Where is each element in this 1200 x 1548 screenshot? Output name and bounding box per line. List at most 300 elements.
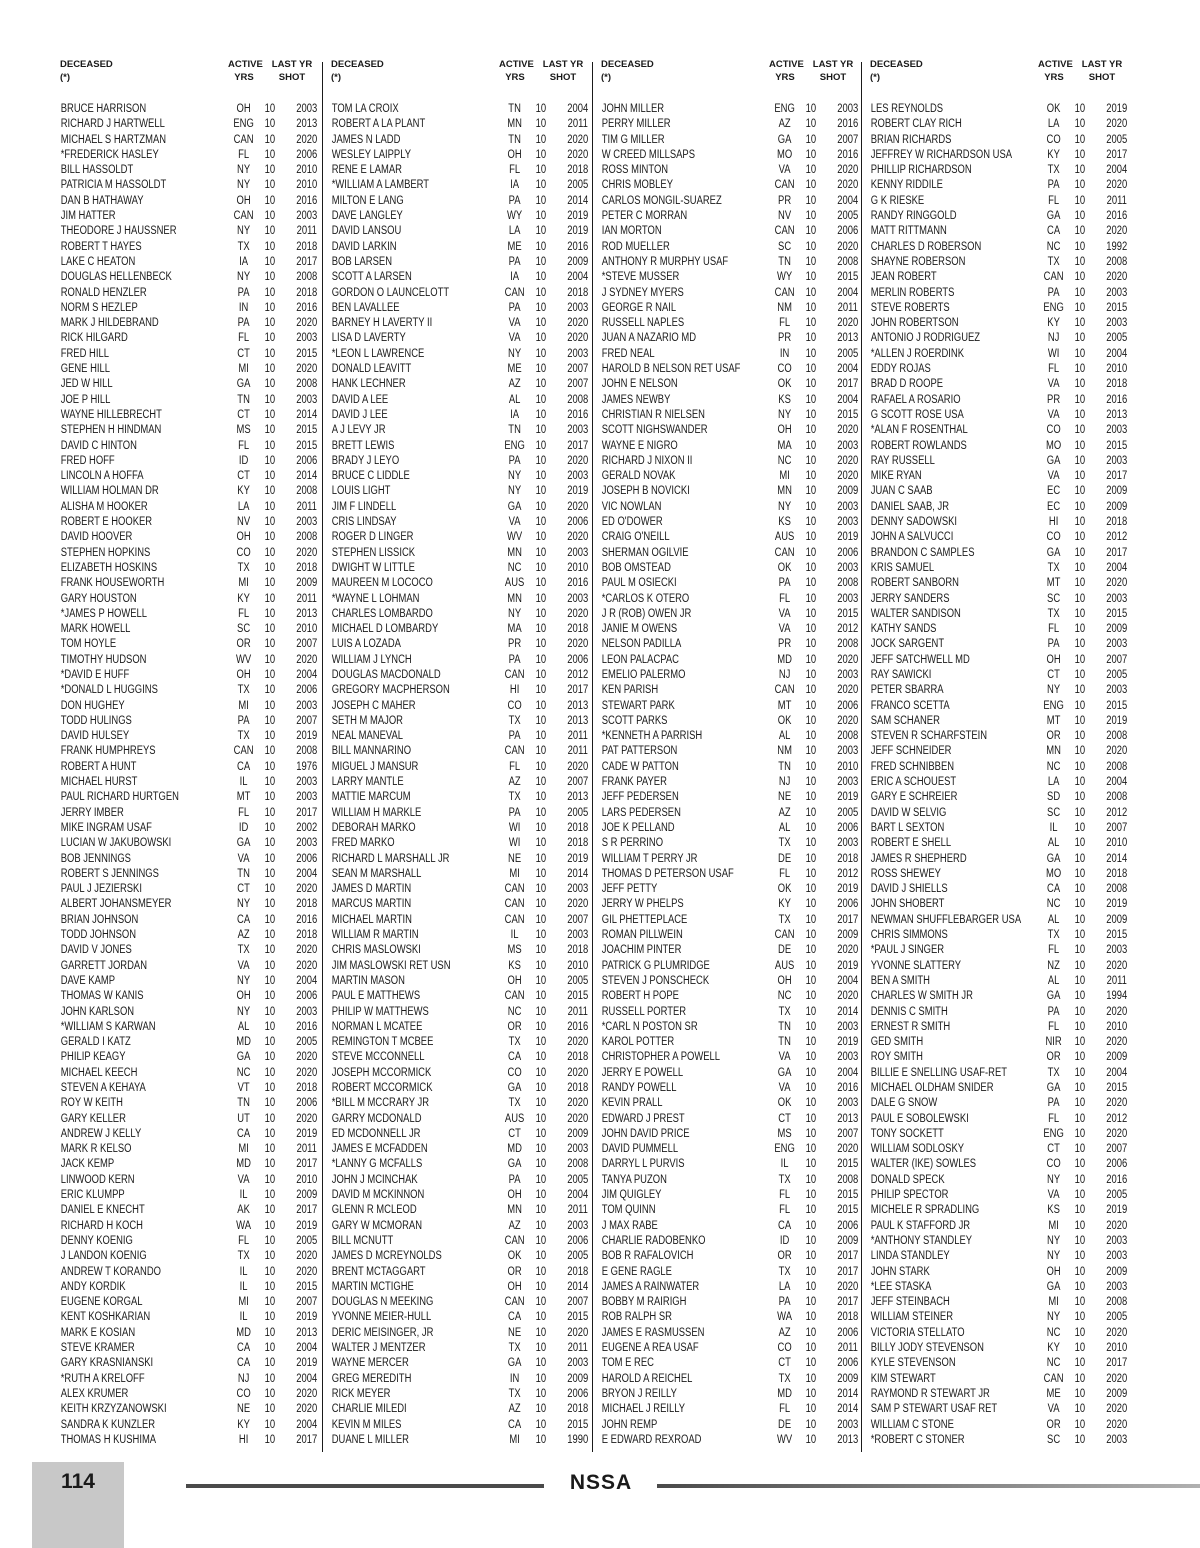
member-state: CT (237, 347, 250, 360)
roster-column (326, 58, 588, 1448)
table-row (596, 974, 858, 989)
member-state: NJ (778, 776, 791, 789)
member-name: DUANE L MILLER (331, 1433, 409, 1446)
header-deceased: DECEASED (*) (331, 59, 384, 83)
member-state: NY (778, 408, 792, 421)
member-name: STEPHEN LISSICK (331, 546, 416, 559)
member-state: PR (1047, 393, 1061, 406)
last-year-shot: 2019 (837, 531, 859, 544)
member-name: STEWART PARK (601, 699, 675, 712)
member-name: SCOTT A LARSEN (331, 271, 412, 284)
member-state: OH (236, 531, 251, 544)
active-years: 10 (1074, 821, 1086, 834)
member-state: SC (237, 623, 251, 636)
member-state: TN (508, 424, 521, 437)
table-row (596, 959, 858, 974)
member-name: MARK HOWELL (60, 623, 131, 636)
member-name: TIMOTHY HUDSON (60, 653, 147, 666)
member-name: ROGER D LINGER (331, 531, 414, 544)
active-years: 10 (1074, 592, 1086, 605)
last-year-shot: 2003 (567, 347, 589, 360)
last-year-shot: 2003 (837, 668, 859, 681)
member-state: OH (236, 194, 251, 207)
last-year-shot: 2020 (567, 1326, 589, 1339)
active-years: 10 (1074, 1265, 1086, 1278)
member-state: KY (1047, 1342, 1060, 1355)
last-year-shot: 2020 (567, 332, 589, 345)
member-name: BEN LAVALLEE (331, 301, 400, 314)
last-year-shot: 2014 (837, 1387, 859, 1400)
last-year-shot: 2004 (296, 974, 318, 987)
table-row (596, 102, 858, 117)
member-state: PA (508, 454, 521, 467)
member-name: DANIEL E KNECHT (60, 1204, 145, 1217)
member-state: OR (1046, 1418, 1061, 1431)
active-years: 10 (1074, 363, 1086, 376)
member-name: BRYON J REILLY (601, 1387, 677, 1400)
member-state: OK (777, 714, 792, 727)
table-row (865, 1112, 1127, 1127)
active-years: 10 (1074, 699, 1086, 712)
member-state: VA (778, 164, 791, 177)
member-state: CAN (774, 684, 795, 697)
member-name: SANDRA K KUNZLER (60, 1418, 156, 1431)
member-name: JOHN E NELSON (601, 378, 678, 391)
active-years: 10 (264, 1280, 276, 1293)
last-year-shot: 2019 (296, 1219, 318, 1232)
last-year-shot: 2004 (837, 194, 859, 207)
active-years: 10 (535, 1173, 547, 1186)
active-years: 10 (264, 990, 276, 1003)
last-year-shot: 2008 (1106, 883, 1128, 896)
member-name: LARS PEDERSEN (601, 806, 681, 819)
last-year-shot: 2007 (567, 913, 589, 926)
active-years: 10 (805, 103, 817, 115)
active-years: 10 (1074, 531, 1086, 544)
last-year-shot: 2020 (567, 454, 589, 467)
table-row (596, 714, 858, 729)
table-row (326, 178, 588, 193)
active-years: 10 (264, 332, 276, 345)
last-year-shot: 2010 (296, 164, 318, 177)
active-years: 10 (535, 1280, 547, 1293)
member-state: PA (237, 317, 250, 330)
active-years: 10 (805, 164, 817, 177)
active-years: 10 (1074, 1387, 1086, 1400)
member-name: RUSSELL NAPLES (601, 317, 685, 330)
active-years: 10 (1074, 1127, 1086, 1140)
member-state: NY (237, 179, 251, 192)
member-state: TX (1047, 607, 1060, 620)
member-state: KY (237, 485, 250, 498)
table-row (326, 607, 588, 622)
member-state: NE (237, 1403, 251, 1416)
last-year-shot: 2003 (837, 837, 859, 850)
active-years: 10 (535, 1372, 547, 1385)
table-row (55, 530, 317, 545)
last-year-shot: 2003 (296, 699, 318, 712)
member-state: AL (1047, 974, 1060, 987)
active-years: 10 (535, 1112, 547, 1125)
member-name: BRUCE C LIDDLE (331, 470, 410, 483)
table-row (55, 760, 317, 775)
table-row (596, 1433, 858, 1448)
table-row (55, 408, 317, 423)
table-row (55, 637, 317, 652)
last-year-shot: 2011 (296, 592, 317, 605)
table-row (55, 882, 317, 897)
member-state: TX (778, 1372, 791, 1385)
active-years: 10 (1074, 1372, 1086, 1385)
table-row (865, 637, 1127, 652)
last-year-shot: 2019 (1106, 714, 1128, 727)
member-state: CAN (774, 546, 795, 559)
last-year-shot: 2004 (1106, 776, 1128, 789)
table-row (596, 224, 858, 239)
member-state: IN (779, 347, 790, 360)
table-row (326, 301, 588, 316)
member-state: AZ (508, 1219, 521, 1232)
table-row (55, 1005, 317, 1020)
active-years: 10 (264, 1250, 276, 1263)
table-row (55, 821, 317, 836)
member-state: PR (508, 638, 522, 651)
active-years: 10 (264, 1051, 276, 1064)
member-state: FL (1048, 944, 1060, 957)
member-state: NM (777, 301, 792, 314)
last-year-shot: 2007 (296, 714, 318, 727)
member-state: AZ (778, 1326, 791, 1339)
last-year-shot: 2004 (296, 668, 318, 681)
member-name: LUCIAN W JAKUBOWSKI (60, 837, 172, 850)
last-year-shot: 2013 (296, 607, 318, 620)
last-year-shot: 2017 (1106, 546, 1128, 559)
member-name: WILLIAM SODLOSKY (870, 1143, 965, 1156)
member-state: HI (1048, 516, 1059, 529)
member-state: TX (237, 684, 250, 697)
table-row (865, 729, 1127, 744)
table-row (865, 1310, 1127, 1325)
member-state: GA (1046, 210, 1061, 223)
table-row (326, 561, 588, 576)
header-last-yr-shot: LAST YR SHOT (542, 59, 584, 83)
active-years: 10 (805, 516, 817, 529)
active-years: 10 (264, 1020, 276, 1033)
last-year-shot: 2004 (837, 393, 859, 406)
last-year-shot: 2006 (567, 1234, 589, 1247)
active-years: 10 (1074, 944, 1086, 957)
member-state: CT (1047, 668, 1060, 681)
member-state: WI (1047, 347, 1060, 360)
active-years: 10 (805, 148, 817, 161)
table-row (865, 1433, 1127, 1448)
member-name: DOUGLAS HELLENBECK (60, 271, 172, 284)
active-years: 10 (805, 470, 817, 483)
member-name: JEFF SATCHWELL MD (870, 653, 970, 666)
table-row (55, 867, 317, 882)
last-year-shot: 2015 (837, 271, 859, 284)
last-year-shot: 2003 (1106, 944, 1128, 957)
member-state: ENG (774, 1143, 795, 1156)
table-row (596, 117, 858, 132)
member-name: DAVID W SELVIG (870, 806, 947, 819)
table-row (596, 806, 858, 821)
member-state: MI (238, 1143, 249, 1156)
table-row (326, 1433, 588, 1448)
member-name: JIM QUIGLEY (601, 1189, 662, 1202)
last-year-shot: 2014 (296, 470, 318, 483)
last-year-shot: 2019 (567, 210, 589, 223)
member-name: DOUGLAS N MEEKING (331, 1296, 434, 1309)
member-name: NORM S HEZLEP (60, 301, 138, 314)
member-state: OH (236, 990, 251, 1003)
member-name: WILLIAM R MARTIN (331, 929, 419, 942)
member-state: CT (237, 470, 250, 483)
active-years: 10 (535, 179, 547, 192)
last-year-shot: 2020 (296, 363, 318, 376)
active-years: 10 (264, 607, 276, 620)
table-row (865, 1265, 1127, 1280)
last-year-shot: 2006 (567, 1387, 589, 1400)
last-year-shot: 2008 (837, 1173, 859, 1186)
active-years: 10 (805, 485, 817, 498)
last-year-shot: 2019 (567, 852, 589, 865)
last-year-shot: 2020 (1106, 1403, 1128, 1416)
member-state: FL (1048, 1112, 1060, 1125)
last-year-shot: 2003 (567, 883, 589, 896)
table-row (326, 1249, 588, 1264)
last-year-shot: 2004 (296, 1372, 318, 1385)
member-state: WY (777, 271, 793, 284)
member-name: MAUREEN M LOCOCO (331, 577, 433, 590)
last-year-shot: 2015 (1106, 1082, 1128, 1094)
active-years: 10 (805, 1051, 817, 1064)
member-state: NY (237, 164, 251, 177)
table-row (326, 821, 588, 836)
active-years: 10 (805, 1403, 817, 1416)
active-years: 10 (535, 255, 547, 268)
active-years: 10 (264, 454, 276, 467)
table-row (596, 133, 858, 148)
table-row (865, 790, 1127, 805)
table-row (55, 1356, 317, 1371)
active-years: 10 (1074, 347, 1086, 360)
last-year-shot: 2015 (296, 424, 318, 437)
member-name: PAUL J JEZIERSKI (60, 883, 142, 896)
member-state: NY (508, 607, 522, 620)
active-years: 10 (535, 1234, 547, 1247)
member-name: RAFAEL A ROSARIO (870, 393, 961, 406)
active-years: 10 (264, 1082, 276, 1094)
table-row (326, 928, 588, 943)
member-name: GLENN R MCLEOD (331, 1204, 417, 1217)
last-year-shot: 2016 (567, 408, 589, 421)
member-state: VA (778, 623, 791, 636)
member-name: DAVID M MCKINNON (331, 1189, 425, 1202)
table-row (596, 1142, 858, 1157)
active-years: 10 (535, 1418, 547, 1431)
active-years: 10 (805, 332, 817, 345)
last-year-shot: 2004 (296, 1418, 318, 1431)
last-year-shot: 2020 (296, 944, 318, 957)
active-years: 10 (1074, 225, 1086, 238)
member-state: MA (507, 623, 522, 636)
table-row (326, 1127, 588, 1142)
last-year-shot: 2003 (837, 1051, 859, 1064)
active-years: 10 (805, 959, 817, 972)
member-state: TX (1047, 929, 1060, 942)
table-row (865, 194, 1127, 209)
last-year-shot: 2019 (837, 959, 859, 972)
member-state: TN (508, 133, 521, 146)
member-name: ANDREW T KORANDO (60, 1265, 161, 1278)
last-year-shot: 2018 (567, 944, 589, 957)
member-state: CT (778, 1112, 791, 1125)
member-state: EC (1047, 485, 1061, 498)
member-name: ROB RALPH SR (601, 1311, 672, 1324)
table-row (596, 928, 858, 943)
member-state: MD (236, 1326, 251, 1339)
last-year-shot: 2020 (1106, 225, 1128, 238)
last-year-shot: 2015 (837, 607, 859, 620)
last-year-shot: 2020 (837, 1280, 859, 1293)
last-year-shot: 2011 (567, 1342, 588, 1355)
last-year-shot: 2010 (567, 561, 589, 574)
member-state: FL (779, 1204, 791, 1217)
last-year-shot: 2019 (567, 225, 589, 238)
last-year-shot: 2003 (1106, 286, 1128, 299)
active-years: 10 (805, 821, 817, 834)
member-name: JEFF PEDERSEN (601, 791, 679, 804)
active-years: 10 (535, 1204, 547, 1217)
member-state: VA (1047, 1403, 1060, 1416)
member-state: MD (236, 1158, 251, 1171)
active-years: 10 (535, 944, 547, 957)
last-year-shot: 2006 (837, 821, 859, 834)
active-years: 10 (264, 944, 276, 957)
table-row (326, 806, 588, 821)
last-year-shot: 2020 (567, 1097, 589, 1110)
table-row (326, 102, 588, 117)
member-name: JOHN SHOBERT (870, 898, 945, 911)
member-state: NC (1046, 1357, 1061, 1370)
member-name: KEITH KRZYZANOWSKI (60, 1403, 167, 1416)
table-row (865, 1249, 1127, 1264)
member-name: ROBERT E SHELL (870, 837, 952, 850)
member-name: KYLE STEVENSON (870, 1357, 956, 1370)
active-years: 10 (805, 118, 817, 131)
table-row (55, 959, 317, 974)
active-years: 10 (264, 301, 276, 314)
member-name: ED MCDONNELL JR (331, 1127, 421, 1140)
active-years: 10 (264, 378, 276, 391)
member-state: PA (1047, 1005, 1060, 1018)
table-row (326, 1035, 588, 1050)
member-state: TN (778, 1036, 791, 1049)
table-row (326, 1203, 588, 1218)
active-years: 10 (535, 730, 547, 743)
active-years: 10 (535, 821, 547, 834)
table-row (326, 1356, 588, 1371)
member-state: GA (507, 1082, 522, 1094)
table-row (596, 1050, 858, 1065)
member-name: DENNY KOENIG (60, 1234, 133, 1247)
last-year-shot: 2006 (837, 898, 859, 911)
active-years: 10 (535, 852, 547, 865)
member-state: TX (778, 837, 791, 850)
member-state: CO (507, 699, 522, 712)
active-years: 10 (1074, 210, 1086, 223)
active-years: 10 (1074, 1280, 1086, 1293)
member-name: CADE W PATTON (601, 760, 679, 773)
table-row (596, 699, 858, 714)
last-year-shot: 2011 (837, 1342, 858, 1355)
member-name: J LANDON KOENIG (60, 1250, 147, 1263)
member-name: THOMAS D PETERSON USAF (601, 867, 734, 880)
active-years: 10 (535, 301, 547, 314)
member-state: VA (237, 852, 250, 865)
last-year-shot: 2010 (1106, 1020, 1128, 1033)
active-years: 10 (1074, 103, 1086, 115)
active-years: 10 (805, 240, 817, 253)
last-year-shot: 2020 (567, 638, 589, 651)
last-year-shot: 2015 (1106, 607, 1128, 620)
member-state: WI (508, 821, 521, 834)
last-year-shot: 2010 (567, 959, 589, 972)
member-name: ROBERT A HUNT (60, 760, 137, 773)
table-row (55, 714, 317, 729)
table-row (865, 806, 1127, 821)
active-years: 10 (264, 638, 276, 651)
member-state: CAN (504, 286, 525, 299)
active-years: 10 (535, 1066, 547, 1079)
table-row (55, 592, 317, 607)
table-row (55, 301, 317, 316)
table-row (865, 1081, 1127, 1096)
last-year-shot: 2013 (837, 1112, 859, 1125)
member-state: FL (779, 1189, 791, 1202)
last-year-shot: 2013 (296, 1326, 318, 1339)
last-year-shot: 2011 (1106, 974, 1127, 987)
last-year-shot: 2005 (837, 806, 859, 819)
member-state: ME (507, 363, 522, 376)
active-years: 10 (1074, 1112, 1086, 1125)
last-year-shot: 2013 (837, 1433, 859, 1446)
member-name: DANIEL SAAB, JR (870, 500, 949, 513)
member-name: FRED HOFF (60, 454, 115, 467)
table-row (596, 852, 858, 867)
table-row (326, 1265, 588, 1280)
last-year-shot: 2020 (1106, 1372, 1128, 1385)
member-name: *WAYNE L LOHMAN (331, 592, 420, 605)
member-state: AZ (778, 118, 791, 131)
member-state: IL (239, 776, 248, 789)
last-year-shot: 2020 (296, 133, 318, 146)
member-state: AUS (774, 959, 795, 972)
last-year-shot: 2003 (837, 439, 859, 452)
member-state: PA (1047, 638, 1060, 651)
active-years: 10 (805, 210, 817, 223)
member-name: FRED NEAL (601, 347, 655, 360)
member-state: CA (508, 1311, 522, 1324)
active-years: 10 (1074, 577, 1086, 590)
member-name: WILLIAM STEINER (870, 1311, 954, 1324)
last-year-shot: 2008 (296, 485, 318, 498)
last-year-shot: 2006 (837, 225, 859, 238)
last-year-shot: 2004 (1106, 561, 1128, 574)
member-state: AZ (508, 378, 521, 391)
table-row (596, 1203, 858, 1218)
